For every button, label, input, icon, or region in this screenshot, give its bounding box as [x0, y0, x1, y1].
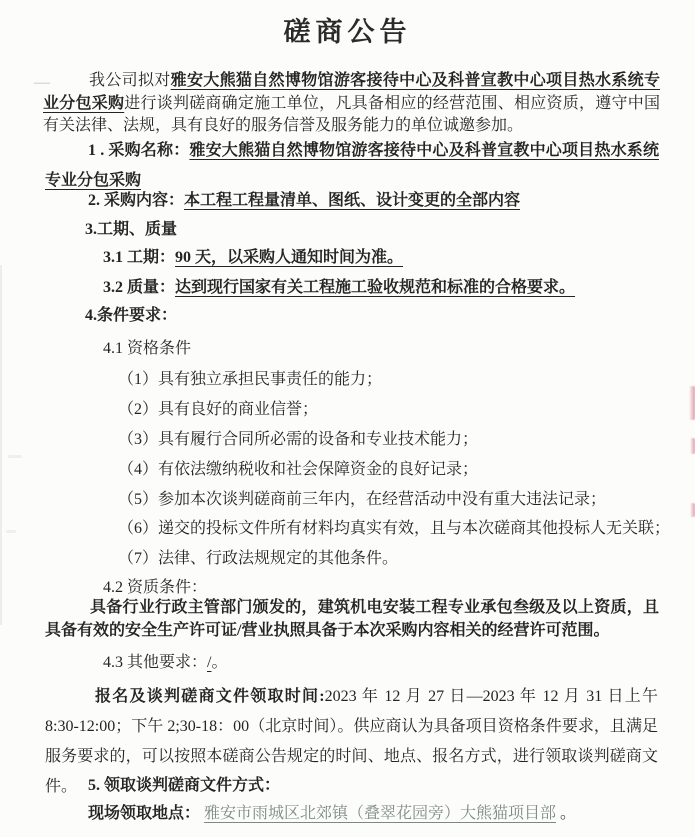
- qualification-item-2: （2）具有良好的商业信誉；: [118, 401, 319, 418]
- scan-edge-line: [0, 265, 2, 625]
- section-1-value: 雅安大熊猫自然博物馆游客接待中心及科普宣教中心项目热水系统专业分包采购: [45, 142, 659, 189]
- intro-text-post: 进行谈判磋商确定施工单位，凡具备相应的经营范围、相应资质，遵守中国有关法律、法规，具有良好的服务信誉及服务能力的单位诚邀参加。: [43, 94, 660, 134]
- section-2-label: 2. 采购内容：: [88, 192, 185, 209]
- qualification-item-1: （1）具有独立承担民事责任的能力；: [118, 371, 383, 388]
- page-title: 磋商公告: [283, 17, 412, 47]
- section-4-heading: 4.条件要求：: [85, 307, 178, 324]
- intro-paragraph: [43, 70, 660, 138]
- qualification-item-3: （3）具有履行合同所必需的设备和专业技术能力；: [118, 431, 479, 448]
- section-4-3: [103, 652, 227, 674]
- pickup-location-address: 雅安市雨城区北郊镇（叠翠花园旁）大熊猫项目部: [204, 805, 557, 822]
- pickup-location-label: 现场领取地点：: [88, 805, 201, 822]
- section-4-2-body: 具备行业行政主管部门颁发的，建筑机电安装工程专业承包叁级及以上资质，且具备有效的安全生产许可证/营业执照具备于本次采购内容相关的经营许可范围。: [45, 599, 659, 639]
- section-2-value: 本工程工程量清单、图纸、设计变更的全部内容: [184, 192, 521, 209]
- scan-smudge-1: [8, 455, 22, 458]
- qualification-item-4: （4）有依法缴纳税收和社会保障资金的良好记录；: [118, 461, 479, 478]
- section-3-1: [103, 247, 403, 269]
- section-2: [88, 190, 520, 212]
- section-3-1-label: 3.1 工期：: [103, 249, 176, 266]
- section-3-2-value: 达到现行国家有关工程施工验收规范和标准的合格要求。: [175, 279, 576, 296]
- section-4-3-suffix: 。: [211, 654, 228, 671]
- qualification-item-6: （6）递交的投标文件所有材料均真实有效，且与本次磋商其他投标人无关联；: [118, 520, 671, 537]
- section-4-1-heading: 4.1 资格条件: [103, 340, 192, 357]
- pickup-location-suffix: [556, 805, 576, 822]
- section-5-heading: 5. 领取谈判磋商文件方式：: [88, 777, 281, 794]
- intro-project-name: 雅安大熊猫自然博物馆游客接待中心及科普宣教中心项目热水系统专业分包采购: [43, 72, 660, 112]
- section-1: [45, 136, 659, 195]
- section-1-label: 1 . 采购名称：: [88, 142, 190, 159]
- pickup-location-line: [88, 803, 576, 825]
- intro-text-pre: 我公司拟对: [89, 72, 171, 89]
- section-3-2: [103, 277, 575, 299]
- registration-label: 报名及谈判磋商文件领取时间:: [95, 688, 325, 705]
- stamp-fragment-1: [689, 386, 695, 420]
- qualification-item-5: （5）参加本次谈判磋商前三年内，在经营活动中没有重大违法记录；: [118, 491, 607, 508]
- section-4-2-heading: 4.2 资质条件：: [103, 579, 208, 596]
- stamp-fragment-3: [690, 503, 695, 517]
- section-3-2-label: 3.2 质量：: [103, 279, 176, 296]
- scan-artifact-dash: —: [34, 74, 50, 91]
- qualification-item-7: （7）法律、行政法规规定的其他条件。: [118, 550, 399, 567]
- pickup-period: 。: [560, 805, 577, 822]
- section-3-heading: 3.工期、质量: [85, 221, 178, 238]
- stamp-fragment-2: [690, 438, 695, 454]
- section-4-3-label: 4.3 其他要求：: [103, 654, 208, 671]
- section-3-1-value: 90 天，以采购人通知时间为准。: [175, 249, 404, 266]
- registration-value: 2023 年 12 月 27 日—2023 年 12 月 31 日上午 8:30-12:00；下午 2;30-18：00（北京时间）。供应商认为具备项目资格条件要求，且满足服务要求的，可以按照本磋商公告规定的时间、地点、报名方式，进行领取谈判磋商文件。: [45, 688, 658, 795]
- section-4-3-value: /: [207, 654, 212, 671]
- scan-smudge-2: [6, 530, 16, 533]
